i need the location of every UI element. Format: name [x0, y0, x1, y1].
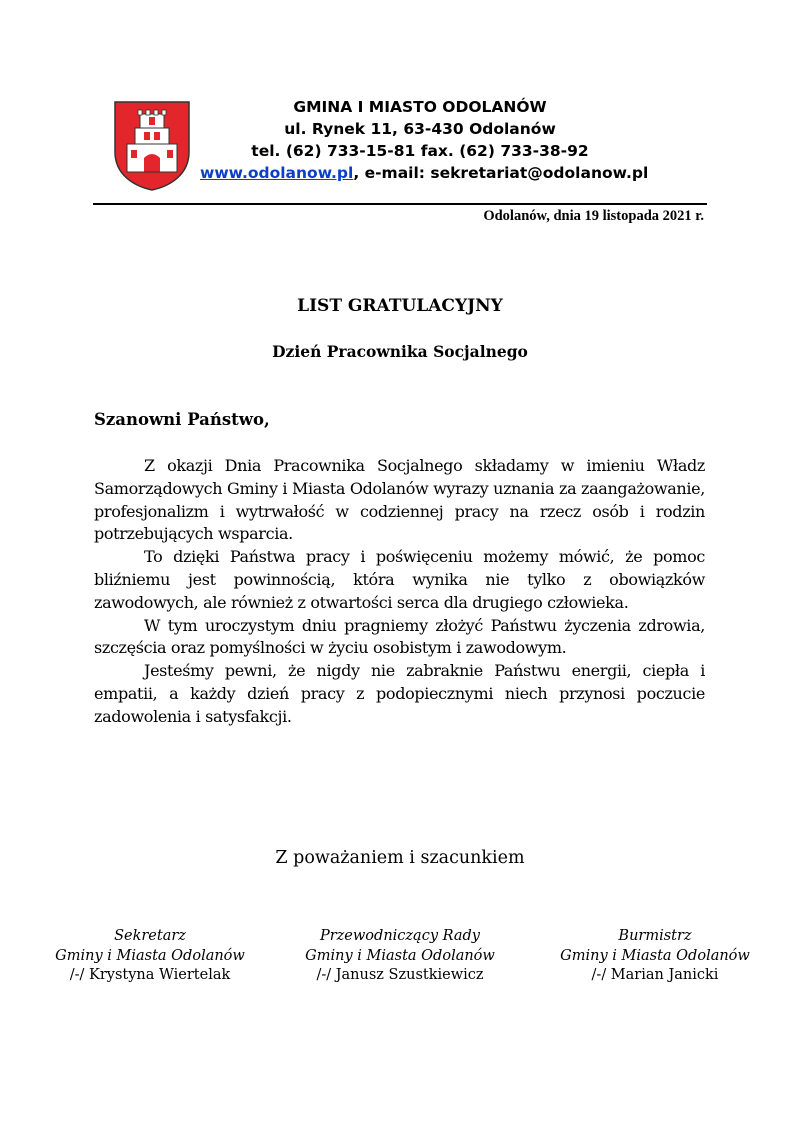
website-link[interactable]: www.odolanow.pl: [200, 164, 354, 182]
signature-org: Gminy i Miasta Odolanów: [55, 947, 245, 964]
signature-org: Gminy i Miasta Odolanów: [305, 947, 495, 964]
email-text: , e-mail: sekretariat@odolanow.pl: [353, 164, 649, 182]
signature-name: /-/ Janusz Szustkiewicz: [316, 967, 484, 983]
letter-date: Odolanów, dnia 19 listopada 2021 r.: [483, 208, 704, 224]
letterhead: [200, 96, 649, 184]
salutation: Szanowni Państwo,: [94, 410, 270, 429]
closing-phrase: Z poważaniem i szacunkiem: [275, 848, 525, 868]
signature-role: Burmistrz: [618, 928, 692, 944]
paragraph: Z okazji Dnia Pracownika Socjalnego składamy w imieniu Władz Samorządowych Gminy i Miasta Odolanów wyrazy uznania za zaangażowanie, profesjonalizm i wytrwałość w codziennej pracy na rzecz osób i rodzin potrzebujących wsparcia.: [94, 456, 705, 544]
coat-of-arms-icon: [113, 100, 191, 192]
signature-name: /-/ Krystyna Wiertelak: [69, 967, 231, 983]
municipality-name: GMINA I MIASTO ODOLANÓW: [293, 98, 547, 116]
signature-org: Gminy i Miasta Odolanów: [560, 947, 750, 964]
signature-mayor: [540, 927, 770, 986]
signature-name: /-/ Marian Janicki: [591, 967, 719, 983]
paragraph: To dzięki Państwa pracy i poświęceniu możemy mówić, że pomoc bliźniemu jest powinnością, która wynika nie tylko z obowiązków zawodowych, ale również z otwartości serca dla drugiego człowieka.: [94, 547, 705, 612]
signature-secretary: [35, 927, 265, 986]
address: ul. Rynek 11, 63-430 Odolanów: [284, 120, 556, 138]
paragraph: Jesteśmy pewni, że nigdy nie zabraknie Państwu energii, ciepła i empatii, a każdy dzień pracy z podopiecznymi niech przynosi poczucie zadowolenia i satysfakcji.: [94, 661, 705, 726]
phone-fax: tel. (62) 733-15-81 fax. (62) 733-38-92: [251, 142, 589, 160]
letter-body: [94, 455, 705, 729]
letter-subtitle: Dzień Pracownika Socjalnego: [272, 342, 528, 361]
letter-title: LIST GRATULACYJNY: [297, 296, 503, 316]
contact-line: [200, 162, 649, 184]
signature-role: Sekretarz: [114, 928, 186, 944]
signature-council-chair: [285, 927, 515, 986]
signature-role: Przewodniczący Rady: [319, 928, 480, 944]
header-divider: [93, 203, 707, 205]
paragraph: W tym uroczystym dniu pragniemy złożyć Państwu życzenia zdrowia, szczęścia oraz pomyślności w życiu osobistym i zawodowym.: [94, 615, 705, 658]
